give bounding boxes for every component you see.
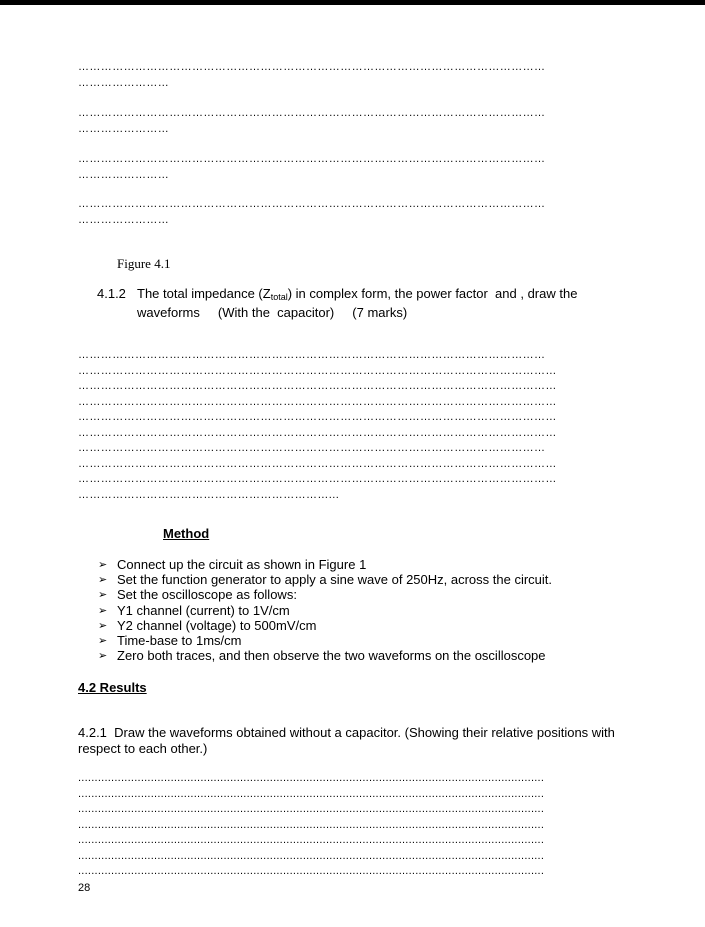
answer-dots-block-2 <box>78 106 638 137</box>
dot-line: …………………………………………………………... <box>78 488 340 501</box>
answer-dots-block-1 <box>78 60 638 91</box>
dot-line: …………………………………………………………………………………………………………… <box>78 107 546 119</box>
question-4-2-1 <box>78 725 638 757</box>
list-item: ➢ Y1 channel (current) to 1V/cm <box>98 602 290 618</box>
list-item: ➢ Zero both traces, and then observe the two waveforms on the oscilloscope <box>98 648 546 664</box>
dot-line: …………………… <box>78 213 170 226</box>
dot-line: ............................................................................................................................................. <box>78 787 545 800</box>
dot-line: …………………………………………………………………………………………………………… <box>78 61 546 73</box>
list-item: ➢ Y2 channel (voltage) to 500mV/cm <box>98 617 317 633</box>
dot-line: …………………………………………………………………………………………………………… <box>78 349 546 361</box>
dot-line: ............................................................................................................................................. <box>78 849 545 862</box>
question-text-part1: The total impedance (Z <box>137 286 271 301</box>
dot-line: ……………………………………………………………………………………………………………… <box>78 457 557 470</box>
list-item: ➢ Set the oscilloscope as follows: <box>98 587 297 603</box>
dot-line: …………………………………………………………………………………………………………… <box>78 198 546 210</box>
dot-line: ............................................................................................................................................. <box>78 865 545 877</box>
list-item: ➢ Connect up the circuit as shown in Figure 1 <box>98 557 367 572</box>
arrow-bullet-icon: ➢ <box>98 603 108 617</box>
arrow-bullet-icon: ➢ <box>98 649 108 663</box>
arrow-bullet-icon: ➢ <box>98 558 108 571</box>
dot-line: ……………………………………………………………………………………………………………… <box>78 426 557 439</box>
method-steps-list <box>98 557 552 663</box>
question-text-line2: waveforms (With the capacitor) (7 marks) <box>137 305 408 320</box>
dot-line: ……………………………………………………………………………………………………………… <box>78 395 557 408</box>
method-heading: Method <box>163 526 210 541</box>
dot-line: …………………………………………………………………………………………………………… <box>78 442 546 454</box>
dot-line: ……………………………………………………………………………………………………………… <box>78 473 557 485</box>
list-item: ➢ Set the function generator to apply a sine wave of 250Hz, across the circuit. <box>98 572 553 588</box>
dot-line: …………………… <box>78 76 170 89</box>
arrow-bullet-icon: ➢ <box>98 588 108 602</box>
list-item: ➢ Time-base to 1ms/cm <box>98 633 242 649</box>
answer-lines-4-1-2 <box>78 348 638 503</box>
answer-lines-4-2-1 <box>78 771 638 880</box>
question-text-part2: ) in complex form, the power factor and , draw the <box>287 286 578 301</box>
dot-line: …………………… <box>78 168 170 181</box>
dot-line: …………………… <box>78 122 170 135</box>
figure-caption: Figure 4.1 <box>117 256 171 271</box>
results-heading: 4.2 Results <box>78 680 147 695</box>
dot-line: ............................................................................................................................................. <box>78 834 545 846</box>
dot-line: ............................................................................................................................................. <box>78 803 545 815</box>
dot-line: ............................................................................................................................................. <box>78 772 545 784</box>
dot-line: …………………………………………………………………………………………………………… <box>78 153 546 165</box>
dot-line: ……………………………………………………………………………………………………………… <box>78 364 557 377</box>
page-number: 28 <box>78 882 91 894</box>
dot-line: ……………………………………………………………………………………………………………… <box>78 411 557 423</box>
answer-dots-block-4 <box>78 197 638 228</box>
question-4-1-2 <box>97 286 577 321</box>
dot-line: ............................................................................................................................................. <box>78 818 545 831</box>
arrow-bullet-icon: ➢ <box>98 573 108 587</box>
question-number: 4.2.1 <box>78 725 107 740</box>
question-text: Draw the waveforms obtained without a capacitor. (Showing their relative positions with respect to each other.) <box>78 725 615 756</box>
arrow-bullet-icon: ➢ <box>98 618 108 632</box>
subscript-total: total <box>270 292 288 302</box>
question-number: 4.1.2 <box>97 286 126 301</box>
arrow-bullet-icon: ➢ <box>98 634 108 648</box>
answer-dots-block-3 <box>78 152 638 183</box>
dot-line: ……………………………………………………………………………………………………………… <box>78 380 557 392</box>
